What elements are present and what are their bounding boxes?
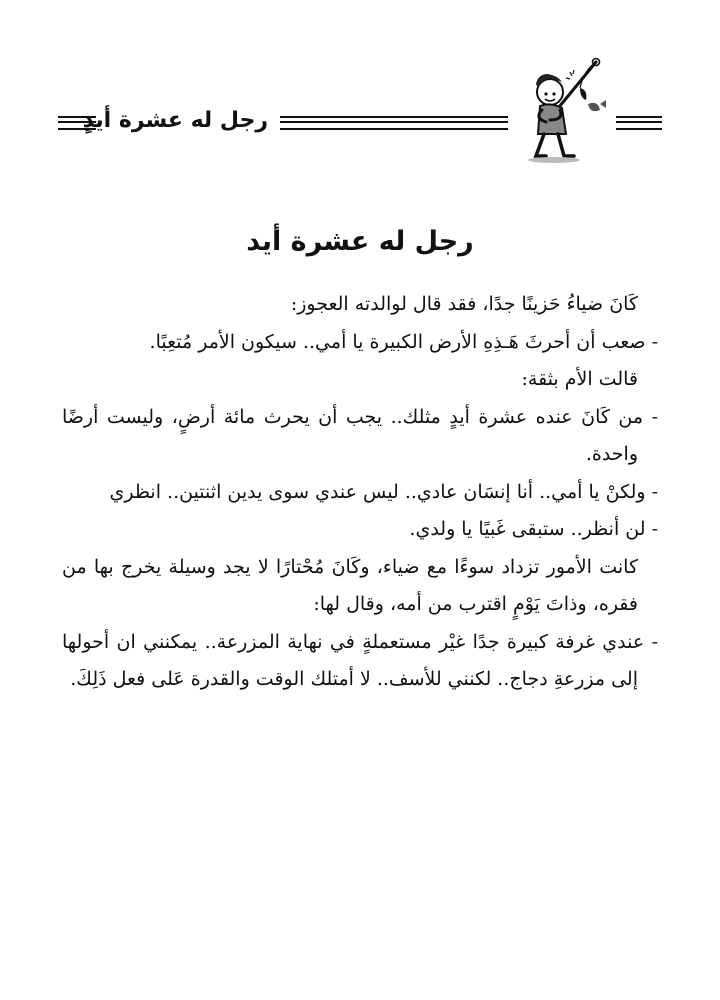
running-title: رجل له عشرة أيدٍ (82, 108, 268, 133)
header-rule-right (616, 116, 662, 130)
dialogue-line-2: - من كَانَ عنده عشرة أيدٍ مثلك.. يجب أن يحرث مائة أرضٍ، وليست أرضًا واحدة. (62, 405, 658, 465)
story-title: رجل له عشرة أيد (246, 226, 474, 257)
header-rule-left (58, 116, 96, 130)
paragraph-3: كانت الأمور تزداد سوءًا مع ضياء، وكَانَ مُحْتارًا لا يجد وسيلة يخرج بها من فقره، وذاتَ يَوْمٍ اقترب من أمه، وقال لها: (62, 555, 638, 615)
dialogue-line-3: - ولكنْ يا أمي.. أنا إنسَان عادي.. ليس عندي سوى يدين اثنتين.. انظري (109, 480, 658, 503)
header-rule-middle (280, 116, 508, 130)
paragraph-2: قالت الأم بثقة: (521, 368, 638, 390)
story-body (62, 286, 658, 699)
dialogue-line-1: - صعب أن أحرثَ هَـذِهِ الأرض الكبيرة يا أمي.. سيكون الأمر مُتعِبًا. (149, 330, 658, 353)
paragraph-1: كَانَ ضياءُ حَزينًا جدًا، فقد قال لوالدته العجوز: (290, 293, 638, 315)
dialogue-line-4: - لن أنظر.. ستبقى غَبيًا يا ولدي. (409, 518, 658, 540)
running-header (58, 78, 662, 170)
dialogue-line-5: - عندي غرفة كبيرة جدًا غيْر مستعملةٍ في نهاية المزرعة.. يمكنني ان أحولها إلى مزرعةِ دجاج.. لكنني للأسف.. لا أمتلك الوقت والقدرة عَلى فعل ذَلِكَ. (62, 630, 658, 690)
boy-fishing-illustration-icon (510, 56, 612, 168)
